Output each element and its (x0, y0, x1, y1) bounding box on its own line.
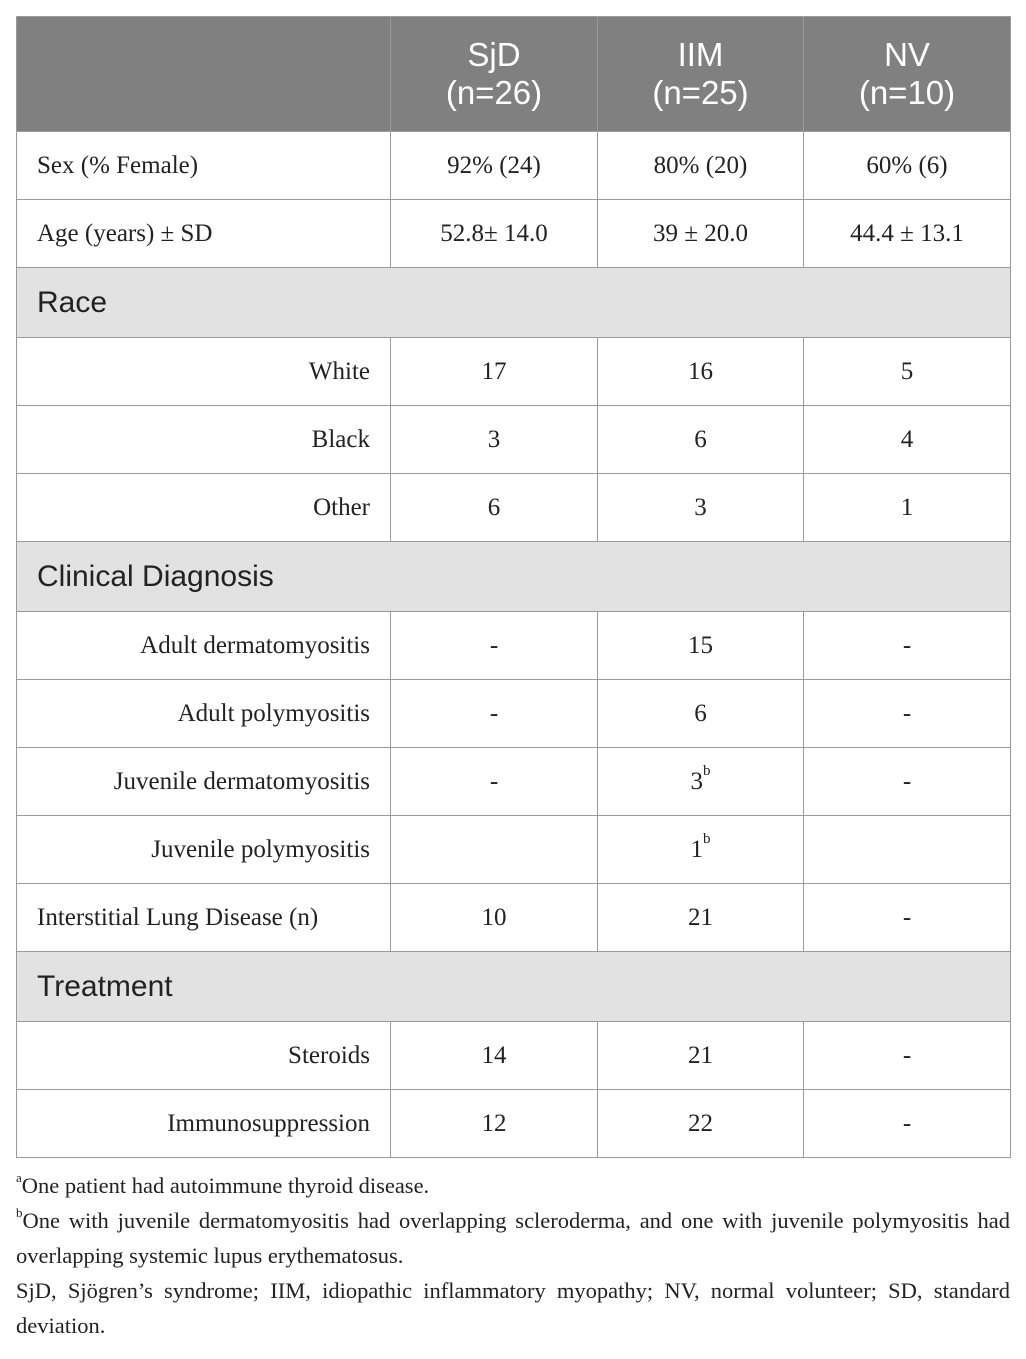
cell-iim: 39 ± 20.0 (598, 200, 804, 268)
row-label: Juvenile polymyositis (17, 816, 391, 884)
section-title: Treatment (17, 952, 1011, 1022)
cell-nv: - (804, 680, 1011, 748)
header-corner-cell (17, 17, 391, 132)
cell-value: 1 (690, 835, 703, 863)
section-row-treatment (17, 952, 1011, 1022)
demographics-table-container (16, 16, 1010, 1343)
section-title: Clinical Diagnosis (17, 542, 1011, 612)
cell-sjd: 52.8± 14.0 (391, 200, 598, 268)
row-label: Black (17, 406, 391, 474)
cell-sjd: 6 (391, 474, 598, 542)
footnote-marker: b (16, 1204, 23, 1220)
cell-nv: 44.4 ± 13.1 (804, 200, 1011, 268)
table-header-row (17, 17, 1011, 132)
cell-sjd: 17 (391, 338, 598, 406)
cell-sjd: - (391, 612, 598, 680)
cell-sjd: 10 (391, 884, 598, 952)
table-row-white (17, 338, 1011, 406)
cell-nv: - (804, 1022, 1011, 1090)
section-row-clinical-diagnosis (17, 542, 1011, 612)
cell-nv: 4 (804, 406, 1011, 474)
footnote-b (16, 1203, 1010, 1273)
cell-iim: 6 (598, 680, 804, 748)
section-title: Race (17, 268, 1011, 338)
cell-nv: - (804, 884, 1011, 952)
table-footnotes (16, 1168, 1010, 1343)
table-row-sex (17, 132, 1011, 200)
demographics-table (16, 16, 1011, 1158)
cell-sjd: 12 (391, 1090, 598, 1158)
header-iim: IIM (n=25) (598, 17, 804, 132)
table-row-adult-dermatomyositis (17, 612, 1011, 680)
footnote-marker: b (703, 831, 711, 848)
header-sjd: SjD (n=26) (391, 17, 598, 132)
row-label: Other (17, 474, 391, 542)
cell-sjd: 14 (391, 1022, 598, 1090)
cell-nv: 60% (6) (804, 132, 1011, 200)
cell-iim: 80% (20) (598, 132, 804, 200)
row-label: Age (years) ± SD (17, 200, 391, 268)
row-label: Steroids (17, 1022, 391, 1090)
cell-nv: - (804, 612, 1011, 680)
footnote-text: One with juvenile dermatomyositis had overlapping scleroderma, and one with juvenile polymyositis had overlapping systemic lupus erythematosus. (16, 1208, 1010, 1268)
cell-nv: 1 (804, 474, 1011, 542)
table-row-other (17, 474, 1011, 542)
cell-iim (598, 748, 804, 816)
cell-nv: - (804, 1090, 1011, 1158)
abbreviations-note: SjD, Sjögren’s syndrome; IIM, idiopathic inflammatory myopathy; NV, normal volunteer; SD, standard deviation. (16, 1278, 1010, 1338)
cell-iim: 21 (598, 884, 804, 952)
table-row-black (17, 406, 1011, 474)
cell-iim: 21 (598, 1022, 804, 1090)
row-label: Sex (% Female) (17, 132, 391, 200)
cell-value: 3 (690, 767, 703, 795)
row-label: Adult dermatomyositis (17, 612, 391, 680)
footnote-marker: b (703, 763, 711, 780)
cell-sjd: - (391, 748, 598, 816)
cell-nv: - (804, 748, 1011, 816)
cell-nv (804, 816, 1011, 884)
cell-sjd: 92% (24) (391, 132, 598, 200)
row-label: Immunosuppression (17, 1090, 391, 1158)
cell-iim (598, 816, 804, 884)
row-label: Interstitial Lung Disease (n) (17, 884, 391, 952)
cell-iim: 3 (598, 474, 804, 542)
row-label: Juvenile dermatomyositis (17, 748, 391, 816)
table-row-juvenile-polymyositis (17, 816, 1011, 884)
cell-iim: 15 (598, 612, 804, 680)
table-row-age (17, 200, 1011, 268)
cell-nv: 5 (804, 338, 1011, 406)
table-row-steroids (17, 1022, 1011, 1090)
cell-iim: 6 (598, 406, 804, 474)
table-row-interstitial-lung-disease (17, 884, 1011, 952)
footnote-a (16, 1168, 1010, 1203)
cell-sjd: 3 (391, 406, 598, 474)
footnote-text: One patient had autoimmune thyroid disease. (21, 1173, 430, 1198)
cell-sjd (391, 816, 598, 884)
cell-iim: 22 (598, 1090, 804, 1158)
header-nv: NV (n=10) (804, 17, 1011, 132)
cell-sjd: - (391, 680, 598, 748)
table-row-immunosuppression (17, 1090, 1011, 1158)
cell-iim: 16 (598, 338, 804, 406)
row-label: White (17, 338, 391, 406)
row-label: Adult polymyositis (17, 680, 391, 748)
footnote-marker: a (16, 1169, 22, 1185)
table-row-adult-polymyositis (17, 680, 1011, 748)
section-row-race (17, 268, 1011, 338)
table-row-juvenile-dermatomyositis (17, 748, 1011, 816)
